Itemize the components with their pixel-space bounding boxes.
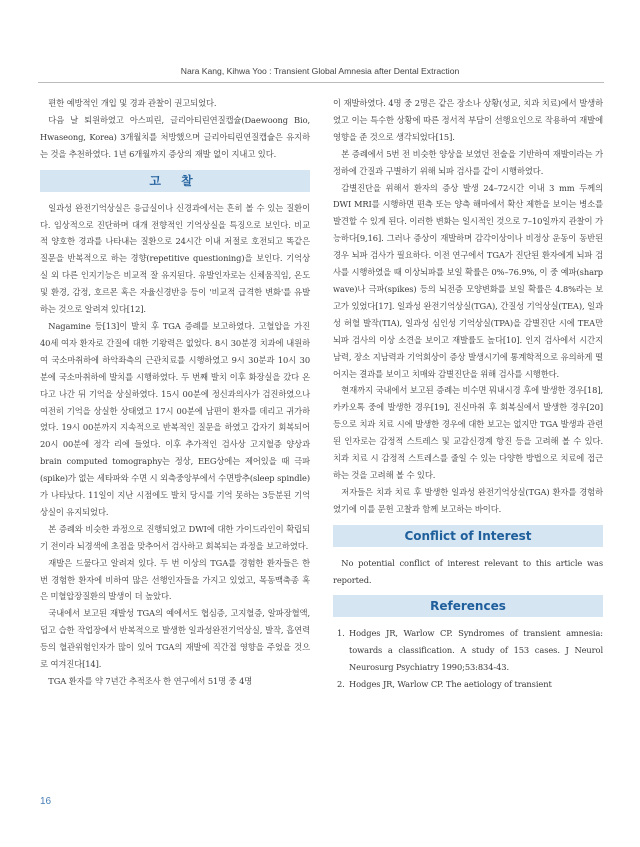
intro-paragraph-2: 다음 날 퇴원하였고 아스피린, 글리아티린연질캡슐(Daewoong Bio, Hwaseong, Korea) 3개월치를 처방했으며 글리아티린연질캡슐은 유지하는 것을 추천하였다. 1년 6개월까지 증상의 재발 없이 지내고 있다. (40, 114, 310, 159)
intro-paragraph-1: 편한 예방적인 개입 및 경과 관찰이 권고되었다. (48, 98, 217, 108)
right-paragraph-1: 이 재발하였다. 4명 중 2명은 같은 장소나 상황(성교, 치과 치료)에서 발생하였고 이는 특수한 상황에 따른 정서적 부담이 선행요인으로 작용하여 재발에 영향을 준 것으로 생각되었다[15]. (333, 98, 603, 142)
discussion-paragraph-3: 본 증례와 비슷한 과정으로 진행되었고 DWI에 대한 가이드라인이 확립되기 전이라 뇌경색에 초점을 맞추어서 검사하고 회복되는 과정을 보고하였다. (40, 523, 310, 551)
discussion-heading: 고 찰 (40, 170, 310, 192)
conflict-of-interest-text: No potential conflict of interest relevant to this article was reported. (333, 557, 603, 585)
right-column (333, 95, 603, 693)
right-paragraph-4: 현재까지 국내에서 보고된 증례는 비수면 뭐내시경 후에 발생한 경우[18], 카카오톡 중에 발생한 경우[19], 진신마취 후 회복실에서 발생한 경우[20] 등으로 치과 치료 시에 발생한 경우에 대한 보고는 없지만 TGA 발생과 관련된 인자로는 감정적 스트레스 및 교감신경계 항진 등을 고려해 볼 수 있다. 치과 치료 시 감정적 스트레스를 줄일 수 있는 다양한 방법으로 치료에 접근하는 것을 고려해 볼 수 있다. (333, 385, 603, 480)
reference-number: 1. (337, 628, 345, 639)
discussion-paragraph-5: 국내에서 보고된 재발성 TGA의 예에서도 협심증, 고지혈증, 알파장혈액, 덥고 습한 작업장에서 반복적으로 발생한 일과성완전기억상실, 발작, 흡연력 등의 혈관위험인자가 많이 있어 TGA의 재발에 직간접 영향을 주었을 것으로 여겨진다[14]. (40, 608, 310, 670)
right-paragraph-3: 감별진단을 위해서 환자의 증상 발생 24–72시간 이내 3 mm 두께의 DWI MRI를 시행하면 편측 또는 양측 해마에서 확산 제한을 보이는 병소를 발견할 수 있게 된다. 이러한 변화는 일시적인 것으로 7–10일까지 관찰이 가능하다[9,16]. 그러나 증상이 재발하며 감각이상이나 비정상 운동이 동반된 경우 뇌파 검사가 필요하다. 이전 연구에서 TGA가 진단된 환자에게 뇌파 검사를 시행하였을 때 이상뇌파를 보일 확률은 0%–76.9%, 이 중 예파(sharp wave)나 극파(spikes) 등의 뇌전증 모양변화를 보일 확률은 4.8%라는 보고가 있었다[17]. 일과성 완전기억상실(TGA), 간질성 기억상실(TEA), 일과성 허혈 발작(TIA), 일과성 심인성 기억상실(TPA)을 감별진단 시에 TEA만 뇌파 검사의 이상 소견을 보이고 재발률도 높다[10]. 인지 검사에서 시간지남력, 장소 지남력과 기억회상이 증상 발생시기에 통계학적으로 유의하게 떨어지는 결과를 보이고 치매와 감별진단을 위해 검사를 시행한다. (333, 182, 603, 379)
discussion-paragraph-2: Nagamine 등[13]이 발치 후 TGA 증례를 보고하였다. 고혈압을 가진 40세 여자 환자로 간질에 대한 기왕력은 없었다. 8시 30분경 치과에 내원하여 국소마취하에 하악좌측의 근관치료를 시행하였고 9시 30분과 10시 30분에 국소마취하에 발치를 시행하였다. 두 번째 발치 이후 화장실을 갔다 온다고 나간 뒤 기억을 상실하였다. 15시 00분에 정신과의사가 검진하였으나 여전히 기억을 상실한 상태였고 17시 00분에 남편이 환자를 데리고 귀가하였다. 19시 00분까지 지속적으로 반복적인 질문을 하였고 갑자기 회복되어 20시 00분에 정각 리에 들었다. 이후 추가적인 검사상 고지혈증 양상과 brain computed tomography는 정상, EEG상에는 제어있을 때 극파(spike)가 없는 세타파와 수면 시 외측중앙부에서 수면방추(sleep spindle)가 나타났다. 11일이 지난 시점에도 발치 당시를 기억 못하는 3등분된 기억상실이 유지되었다. (40, 320, 310, 517)
references-list (333, 625, 603, 693)
running-header: Nara Kang, Kihwa Yoo : Transient Global Amnesia after Dental Extraction (180, 66, 460, 76)
page-number: 16 (40, 796, 52, 807)
reference-item (333, 625, 603, 676)
header-divider (38, 82, 604, 83)
right-paragraph-2: 본 증례에서 5번 전 비슷한 양상을 보였던 전술을 기반하여 재발이라는 가정하에 간질과 구별하기 위해 뇌파 검사를 같이 시행하였다. (333, 148, 603, 176)
discussion-paragraph-4: 재발은 드물다고 알려져 있다. 두 번 이상의 TGA를 경험한 환자들은 한 번 경험한 환자에 비하여 많은 선행인자들을 가지고 있었고, 목동맥축종 혹은 미혈압장질환의 발생이 더 높았다. (40, 557, 310, 602)
discussion-paragraph-6: TGA 환자를 약 7년간 추적조사 한 연구에서 51명 중 4명 (48, 676, 253, 686)
reference-text: Hodges JR, Warlow CP. Syndromes of transient amnesia: towards a classification. A study of 153 cases. J Neurol Neurosurg Psychiatry 1990;53:834-43. (349, 628, 603, 673)
conflict-of-interest-heading: Conflict of Interest (333, 525, 603, 547)
left-column (40, 95, 310, 690)
discussion-paragraph-1: 일과성 완전기억상실은 응급실이나 신경과에서는 흔히 볼 수 있는 질환이다. 임상적으로 진단하며 대개 전향적인 기억상실을 특징으로 보인다. 비교적 양호한 경과를 나타내는 질환으로 24시간 이내 저절로 호전되고 똑같은 질문을 반복적으로 하는 경향(repetitive questioning)을 보인다. 기억상실 외 다른 인지기능은 비교적 잘 유지된다. 유발인자로는 신체움직임, 온도 및 환경, 감정, 호르몬 혹은 자율신경반응 등이 '비교적 급격한 변화'를 유발하는 것으로 알려져 있다[12]. (40, 202, 310, 315)
reference-number: 2. (337, 679, 345, 690)
reference-text: Hodges JR, Warlow CP. The aetiology of transient (349, 679, 552, 690)
reference-item (333, 676, 603, 693)
references-heading: References (333, 595, 603, 617)
right-paragraph-5: 저자들은 치과 치료 후 발생한 일과성 완전기억상실(TGA) 환자를 경험하였기에 이를 문헌 고찰과 함께 보고하는 바이다. (333, 486, 603, 514)
